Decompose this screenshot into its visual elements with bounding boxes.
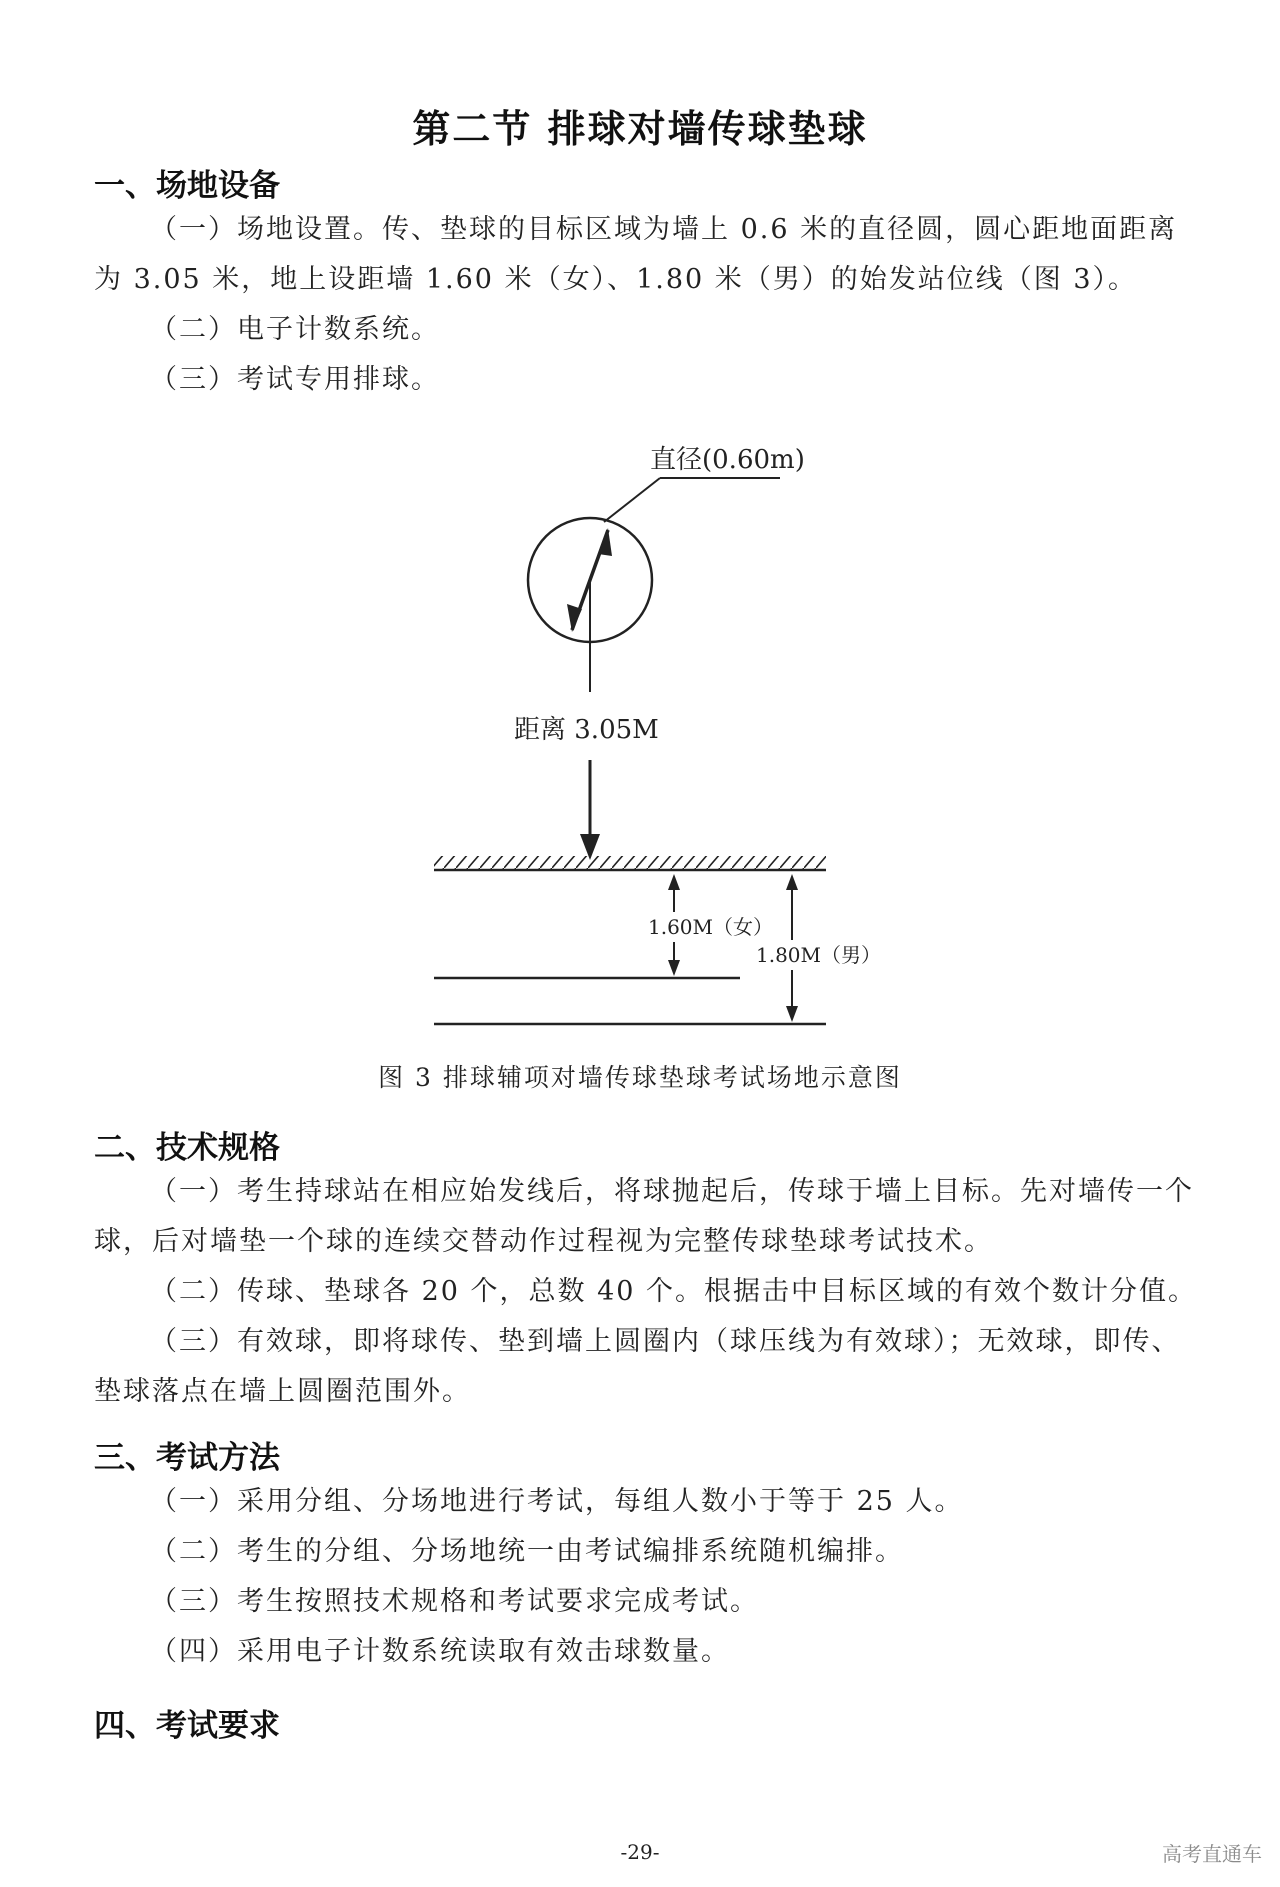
paragraph-technique: （一）考生持球站在相应始发线后，将球抛起后，传球于墙上目标。先对墙传一个球，后对墙垫一个球的连续交替动作过程视为完整传球垫球考试技术。 (94, 1176, 1194, 1257)
paragraph-random-assign: （二）考生的分组、分场地统一由考试编排系统随机编排。 (150, 1536, 904, 1567)
heading-venue-equipment: 一、场地设备 (94, 168, 280, 204)
paragraph-exam-ball: （三）考试专用排球。 (150, 364, 440, 395)
paragraph-valid-ball: （三）有效球，即将球传、垫到墙上圆圈内（球压线为有效球）；无效球，即传、垫球落点在墙上圆圈范围外。 (94, 1326, 1181, 1407)
diameter-arrowhead-top (598, 528, 612, 556)
heading-exam-requirements: 四、考试要求 (94, 1708, 280, 1744)
leader-line (604, 478, 660, 522)
watermark: 高考直通车 (1162, 1842, 1262, 1866)
female-distance-label: 1.60M（女） (648, 915, 774, 939)
distance-label: 距离 3.05M (514, 715, 659, 745)
ground-hatching (434, 856, 826, 870)
paragraph-electronic-reading: （四）采用电子计数系统读取有效击球数量。 (150, 1636, 730, 1667)
paragraph-count: （二）传球、垫球各 20 个，总数 40 个。根据击中目标区域的有效个数计分值。 (150, 1276, 1198, 1307)
page-number: -29- (620, 1840, 660, 1864)
diameter-label: 直径(0.60m) (650, 445, 805, 475)
heading-technical-spec: 二、技术规格 (94, 1130, 280, 1166)
paragraph-electronic-counter: （二）电子计数系统。 (150, 314, 440, 345)
paragraph-grouping: （一）采用分组、分场地进行考试，每组人数小于等于 25 人。 (150, 1486, 964, 1517)
figure-caption: 图 3 排球辅项对墙传球垫球考试场地示意图 (378, 1063, 902, 1092)
paragraph-complete-exam: （三）考生按照技术规格和考试要求完成考试。 (150, 1586, 759, 1617)
section-title: 第二节 排球对墙传球垫球 (412, 107, 868, 151)
heading-exam-method: 三、考试方法 (94, 1440, 280, 1476)
male-distance-label: 1.80M（男） (756, 943, 882, 967)
paragraph-venue-setup: （一）场地设置。传、垫球的目标区域为墙上 0.6 米的直径圆，圆心距地面距离为 3.05 米，地上设距墙 1.60 米（女）、1.80 米（男）的始发站位线（图 3）。 (94, 214, 1178, 295)
